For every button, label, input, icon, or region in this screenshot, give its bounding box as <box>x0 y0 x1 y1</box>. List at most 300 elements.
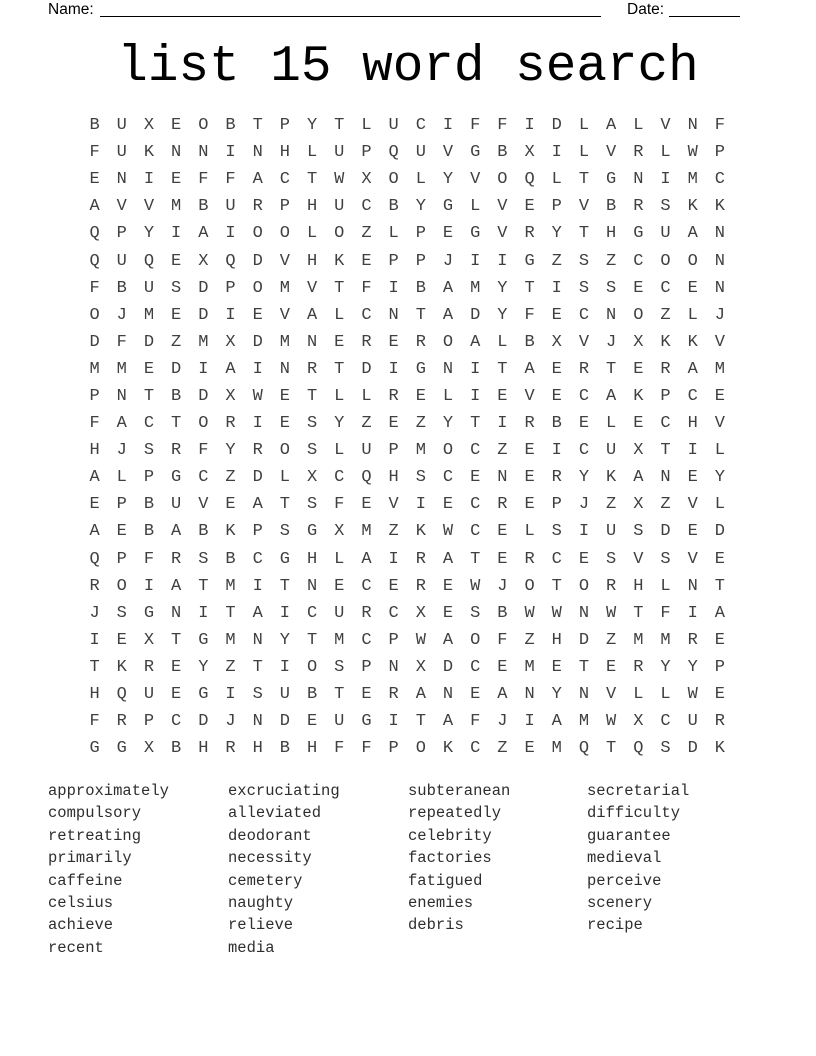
grid-letter: L <box>306 143 318 163</box>
grid-letter: F <box>89 143 100 163</box>
grid-letter: A <box>687 359 698 379</box>
grid-letter: U <box>279 685 290 705</box>
grid-letter: B <box>524 332 535 352</box>
grid-letter: C <box>470 495 481 515</box>
grid-letter: Y <box>442 170 454 190</box>
grid-letter: R <box>551 468 562 488</box>
grid-letter: A <box>606 386 617 406</box>
grid-letter: V <box>606 685 617 705</box>
grid-letter: D <box>442 657 454 677</box>
grid-letter: N <box>198 143 209 163</box>
word-list-item: fatigued <box>408 871 483 890</box>
grid-letter: L <box>306 224 318 244</box>
word-list-item: recipe <box>587 916 643 935</box>
grid-letter: V <box>714 332 725 352</box>
grid-letter: Z <box>660 305 671 325</box>
grid-letter: G <box>361 712 372 732</box>
grid-letter: I <box>470 386 481 406</box>
grid-letter: Y <box>225 441 236 461</box>
grid-letter: T <box>279 576 290 596</box>
grid-letter: C <box>714 170 725 190</box>
grid-letter: T <box>606 739 617 759</box>
grid-letter: L <box>660 576 671 596</box>
grid-letter: A <box>89 522 100 542</box>
grid-letter: C <box>660 278 671 298</box>
grid-letter: T <box>633 603 644 623</box>
word-list-item: deodorant <box>228 826 312 845</box>
grid-letter: R <box>225 739 236 759</box>
grid-letter: P <box>415 251 426 271</box>
grid-letter: R <box>633 197 644 217</box>
grid-letter: A <box>714 603 725 623</box>
grid-letter: L <box>606 414 617 434</box>
grid-letter: X <box>225 386 236 406</box>
grid-letter: E <box>442 576 454 596</box>
grid-letter: D <box>660 522 671 542</box>
grid-letter: Y <box>143 224 155 244</box>
grid-letter: S <box>334 657 345 677</box>
word-list-item: scenery <box>587 893 653 912</box>
grid-letter: S <box>279 522 290 542</box>
grid-letter: T <box>606 359 617 379</box>
grid-letter: K <box>687 197 698 217</box>
grid-letter: K <box>143 143 155 163</box>
grid-letter: I <box>143 170 155 190</box>
grid-letter: P <box>388 739 399 759</box>
grid-letter: L <box>714 495 725 515</box>
grid-letter: C <box>660 712 671 732</box>
word-list-item: celsius <box>48 893 114 912</box>
grid-letter: Z <box>606 495 617 515</box>
grid-letter: L <box>633 116 644 136</box>
grid-letter: E <box>442 495 454 515</box>
grid-letter: M <box>551 739 562 759</box>
grid-letter: L <box>415 170 426 190</box>
grid-letter: A <box>442 278 454 298</box>
grid-letter: L <box>334 441 345 461</box>
grid-letter: H <box>306 197 318 217</box>
grid-letter: E <box>633 359 644 379</box>
grid-letter: C <box>361 576 372 596</box>
grid-letter: I <box>252 359 263 379</box>
grid-letter: G <box>606 170 617 190</box>
word-list-item: primarily <box>48 849 132 868</box>
grid-letter: E <box>361 251 372 271</box>
grid-letter: Q <box>143 251 155 271</box>
grid-letter: C <box>470 441 481 461</box>
grid-letter: D <box>198 305 209 325</box>
grid-letter: U <box>334 712 345 732</box>
grid-letter: I <box>225 143 236 163</box>
grid-letter: U <box>143 685 155 705</box>
grid-letter: R <box>116 712 127 732</box>
grid-letter: B <box>198 522 209 542</box>
grid-letter: I <box>143 576 155 596</box>
grid-letter: P <box>279 116 290 136</box>
word-list-column <box>48 780 228 959</box>
grid-letter: E <box>524 197 535 217</box>
grid-letter: U <box>415 143 426 163</box>
grid-letter: C <box>252 549 263 569</box>
grid-letter: K <box>334 251 345 271</box>
grid-letter: S <box>660 739 671 759</box>
grid-letter: N <box>497 468 508 488</box>
grid-letter: A <box>606 116 617 136</box>
grid-letter: E <box>388 414 399 434</box>
grid-letter: R <box>415 549 426 569</box>
grid-letter: F <box>470 116 481 136</box>
grid-letter: Y <box>415 197 426 217</box>
grid-letter: P <box>89 386 100 406</box>
grid-letter: G <box>89 739 100 759</box>
grid-letter: D <box>252 251 263 271</box>
grid-letter: A <box>225 359 236 379</box>
grid-letter: U <box>687 712 698 732</box>
grid-letter: N <box>578 685 590 705</box>
grid-letter: C <box>442 468 454 488</box>
grid-letter: N <box>687 576 698 596</box>
grid-letter: A <box>633 468 644 488</box>
grid-letter: C <box>279 170 290 190</box>
grid-letter: E <box>524 739 535 759</box>
grid-letter: S <box>171 278 182 298</box>
grid-letter: B <box>89 116 100 136</box>
grid-letter: S <box>470 603 481 623</box>
grid-letter: J <box>497 576 508 596</box>
grid-letter: T <box>334 116 345 136</box>
grid-letter: H <box>687 414 698 434</box>
grid-letter: C <box>361 630 372 650</box>
grid-letter: X <box>198 251 209 271</box>
grid-letter: W <box>687 143 698 163</box>
grid-letter: U <box>334 197 345 217</box>
grid-letter: Z <box>551 251 562 271</box>
grid-letter: T <box>89 657 100 677</box>
grid-letter: E <box>633 414 644 434</box>
grid-letter: F <box>143 549 155 569</box>
grid-letter: T <box>334 359 345 379</box>
grid-letter: A <box>361 549 372 569</box>
word-list-item: debris <box>408 916 464 935</box>
grid-letter: E <box>388 332 399 352</box>
grid-letter: R <box>252 441 263 461</box>
grid-letter: I <box>198 603 209 623</box>
grid-letter: Z <box>225 657 236 677</box>
grid-letter: T <box>334 685 345 705</box>
grid-letter: M <box>633 630 644 650</box>
grid-letter: D <box>252 468 263 488</box>
grid-letter: L <box>361 386 372 406</box>
grid-letter: G <box>198 685 209 705</box>
grid-letter: C <box>306 603 318 623</box>
grid-letter: E <box>171 170 182 190</box>
grid-letter: M <box>225 630 236 650</box>
grid-letter: T <box>306 170 318 190</box>
grid-letter: X <box>633 712 644 732</box>
grid-letter: Y <box>442 414 454 434</box>
grid-letter: K <box>687 332 698 352</box>
word-list-item: relieve <box>228 916 294 935</box>
grid-letter: G <box>306 522 318 542</box>
grid-letter: N <box>687 116 698 136</box>
grid-letter: X <box>415 657 426 677</box>
grid-letter: V <box>306 278 318 298</box>
grid-letter: X <box>143 116 155 136</box>
grid-letter: B <box>415 278 426 298</box>
grid-letter: E <box>633 278 644 298</box>
grid-letter: Z <box>415 414 426 434</box>
grid-letter: L <box>578 116 590 136</box>
word-list-column <box>587 780 767 959</box>
grid-letter: Z <box>497 739 508 759</box>
grid-letter: Z <box>361 414 372 434</box>
grid-letter: T <box>171 630 182 650</box>
grid-letter: D <box>687 739 698 759</box>
grid-letter: D <box>470 305 481 325</box>
grid-letter: Y <box>279 630 290 650</box>
grid-letter: H <box>306 251 318 271</box>
grid-letter: Y <box>334 414 345 434</box>
grid-letter: I <box>279 657 290 677</box>
grid-letter: T <box>470 414 481 434</box>
grid-letter: A <box>442 712 454 732</box>
grid-letter: E <box>116 630 127 650</box>
grid-letter: L <box>470 197 481 217</box>
grid-letter: I <box>578 522 590 542</box>
grid-letter: I <box>225 685 236 705</box>
word-list-item: alleviated <box>228 804 322 823</box>
grid-letter: V <box>714 414 725 434</box>
grid-letter: B <box>198 197 209 217</box>
grid-letter: R <box>361 603 372 623</box>
grid-letter: O <box>252 278 263 298</box>
grid-letter: T <box>578 657 590 677</box>
grid-letter: Y <box>578 468 590 488</box>
grid-letter: C <box>578 386 590 406</box>
grid-letter: R <box>633 657 644 677</box>
grid-letter: B <box>143 495 155 515</box>
grid-letter: I <box>524 116 535 136</box>
grid-letter: B <box>171 386 182 406</box>
grid-letter: Y <box>551 685 562 705</box>
grid-letter: P <box>714 143 725 163</box>
grid-letter: D <box>551 116 562 136</box>
grid-letter: G <box>633 224 644 244</box>
grid-letter: N <box>171 603 182 623</box>
grid-letter: D <box>198 712 209 732</box>
grid-letter: K <box>225 522 236 542</box>
grid-letter: S <box>660 197 671 217</box>
word-list-item: excruciating <box>228 782 340 800</box>
grid-letter: E <box>388 576 399 596</box>
grid-letter: U <box>143 278 155 298</box>
grid-letter: Y <box>497 305 508 325</box>
grid-letter: E <box>524 495 535 515</box>
grid-letter: D <box>578 630 590 650</box>
grid-letter: B <box>306 685 318 705</box>
grid-letter: R <box>714 712 725 732</box>
grid-letter: L <box>714 441 725 461</box>
grid-letter: R <box>578 359 590 379</box>
grid-letter: A <box>171 522 182 542</box>
grid-letter: E <box>361 685 372 705</box>
grid-letter: U <box>171 495 182 515</box>
grid-letter: E <box>442 224 454 244</box>
grid-letter: N <box>306 576 318 596</box>
grid-letter: A <box>116 414 127 434</box>
grid-letter: U <box>361 441 372 461</box>
grid-letter: E <box>442 603 454 623</box>
word-list-item: naughty <box>228 893 294 912</box>
grid-letter: V <box>497 197 508 217</box>
grid-letter: M <box>524 657 535 677</box>
grid-letter: O <box>198 116 209 136</box>
date-label: Date: <box>627 1 665 18</box>
grid-letter: R <box>306 359 318 379</box>
grid-letter: E <box>497 386 508 406</box>
grid-letter: P <box>116 224 127 244</box>
grid-letter: M <box>687 170 698 190</box>
grid-letter: L <box>334 549 345 569</box>
grid-letter: J <box>116 441 127 461</box>
grid-letter: I <box>225 305 236 325</box>
grid-letter: L <box>279 468 290 488</box>
grid-letter: E <box>116 522 127 542</box>
grid-letter: I <box>687 603 698 623</box>
word-list-item: enemies <box>408 893 474 912</box>
grid-letter: R <box>225 414 236 434</box>
grid-letter: A <box>470 332 481 352</box>
word-list-item: necessity <box>228 849 312 868</box>
grid-letter: T <box>551 576 562 596</box>
grid-letter: V <box>442 143 454 163</box>
grid-letter: G <box>415 359 426 379</box>
word-list-item: guarantee <box>587 826 671 845</box>
grid-letter: X <box>143 739 155 759</box>
grid-letter: P <box>660 386 671 406</box>
grid-letter: P <box>388 630 399 650</box>
grid-letter: E <box>551 359 562 379</box>
grid-letter: H <box>89 441 100 461</box>
grid-letter: E <box>524 468 535 488</box>
grid-letter: T <box>306 386 318 406</box>
grid-letter: T <box>415 305 426 325</box>
grid-letter: H <box>388 468 399 488</box>
grid-letter: Y <box>497 278 508 298</box>
grid-letter: V <box>633 549 644 569</box>
grid-letter: O <box>687 251 698 271</box>
grid-letter: Z <box>497 441 508 461</box>
grid-letter: V <box>116 197 127 217</box>
grid-letter: M <box>415 441 426 461</box>
grid-letter: C <box>633 251 644 271</box>
grid-letter: T <box>714 576 725 596</box>
grid-letter: C <box>551 549 562 569</box>
grid-letter: N <box>116 170 127 190</box>
grid-letter: L <box>687 305 698 325</box>
grid-letter: U <box>116 251 127 271</box>
grid-letter: Z <box>524 630 535 650</box>
grid-letter: X <box>551 332 562 352</box>
grid-letter: O <box>334 224 345 244</box>
grid-letter: J <box>714 305 725 325</box>
word-list-item: subteranean <box>408 782 511 800</box>
grid-letter: O <box>578 576 590 596</box>
grid-letter: I <box>470 251 481 271</box>
grid-letter: X <box>415 603 426 623</box>
grid-letter: N <box>252 630 263 650</box>
grid-letter: E <box>143 359 155 379</box>
grid-letter: T <box>252 116 263 136</box>
grid-letter: H <box>633 576 644 596</box>
grid-letter: W <box>524 603 535 623</box>
grid-letter: R <box>171 441 182 461</box>
grid-letter: E <box>687 278 698 298</box>
grid-letter: U <box>660 224 671 244</box>
grid-letter: T <box>143 386 155 406</box>
grid-letter: W <box>470 576 481 596</box>
grid-letter: X <box>361 170 372 190</box>
grid-letter: P <box>143 712 155 732</box>
grid-letter: T <box>578 224 590 244</box>
grid-letter: F <box>89 278 100 298</box>
grid-letter: N <box>252 712 263 732</box>
grid-letter: R <box>388 685 399 705</box>
grid-letter: J <box>89 603 100 623</box>
grid-letter: N <box>660 468 671 488</box>
grid-letter: K <box>714 739 725 759</box>
word-list-item: cemetery <box>228 871 303 890</box>
grid-letter: R <box>388 386 399 406</box>
word-list-column <box>408 780 587 959</box>
grid-letter: E <box>578 414 590 434</box>
grid-letter: B <box>143 522 155 542</box>
grid-letter: O <box>306 657 318 677</box>
grid-letter: O <box>198 414 209 434</box>
word-list-item: secretarial <box>587 782 690 800</box>
grid-letter: G <box>442 197 454 217</box>
grid-letter: E <box>687 522 698 542</box>
grid-letter: V <box>198 495 209 515</box>
grid-letter: Y <box>714 468 725 488</box>
grid-letter: F <box>660 603 671 623</box>
grid-letter: E <box>470 468 481 488</box>
grid-letter: O <box>415 739 426 759</box>
grid-letter: U <box>116 116 127 136</box>
grid-letter: C <box>470 522 481 542</box>
grid-letter: B <box>116 278 127 298</box>
grid-letter: O <box>524 576 535 596</box>
grid-letter: H <box>89 685 100 705</box>
grid-letter: P <box>116 495 127 515</box>
grid-letter: I <box>388 549 399 569</box>
grid-letter: I <box>388 359 399 379</box>
grid-letter: H <box>279 143 290 163</box>
grid-letter: C <box>415 116 426 136</box>
grid-letter: E <box>551 305 562 325</box>
grid-letter: O <box>497 170 508 190</box>
grid-letter: V <box>578 197 590 217</box>
grid-letter: H <box>606 224 617 244</box>
grid-letter: Q <box>578 739 590 759</box>
grid-letter: I <box>279 603 290 623</box>
grid-letter: W <box>606 712 617 732</box>
grid-letter: M <box>225 576 236 596</box>
grid-letter: T <box>279 495 290 515</box>
grid-letter: Z <box>225 468 236 488</box>
grid-letter: D <box>252 332 263 352</box>
grid-letter: G <box>470 143 481 163</box>
